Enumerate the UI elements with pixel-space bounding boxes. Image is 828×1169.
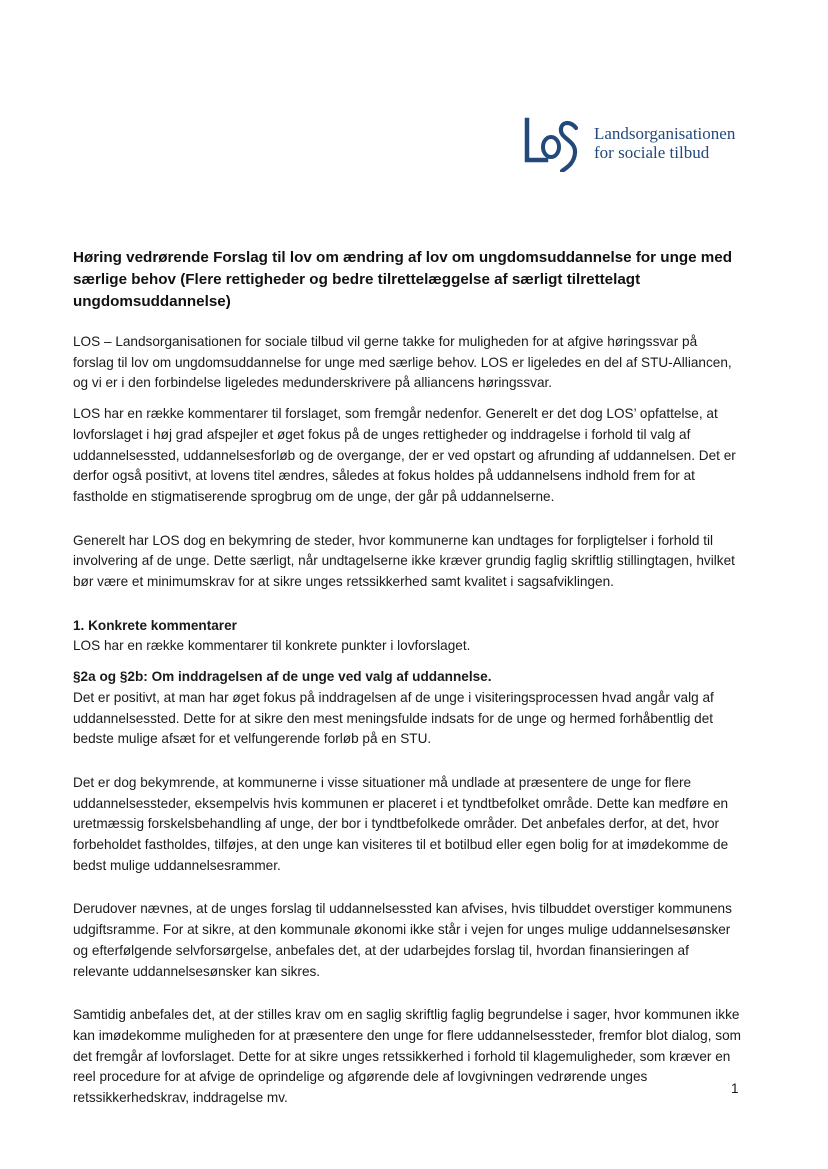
logo-name-line2: for sociale tilbud <box>594 143 710 162</box>
subsection-paragraph-3: Derudover nævnes, at de unges forslag til uddannelsessted kan afvises, hvis tilbuddet overstiger kommunens udgiftsramme. For at sikre, at den kommunale økonomi ikke står i vejen for unges mulige uddannelsesønsker og efterfølgende selvforsørgelse, anbefales det, at der udarbejdes forslag til, hvordan finansieringen af relevante uddannelsesønsker kan sikres. <box>73 901 732 979</box>
document-title: Høring vedrørende Forslag til lov om ændring af lov om ungdomsuddannelse for unge med særlige behov (Flere rettigheder og bedre tilrettelæggelse af særligt tilrettelagt ungdomsuddannelse) <box>73 249 733 310</box>
logo-wordmark <box>594 124 735 162</box>
subsection-paragraph-2: Det er dog bekymrende, at kommunerne i visse situationer må undlade at præsentere de unge for flere uddannelsessteder, eksempelvis hvis kommunen er placeret i et tyndtbefolket område. Dette kan medføre en uretmæssig forskelsbehandling af unge, der bor i tyndtbefolkede områder. Det anbefales derfor, at det, hvor forbeholdet fastholdes, tilføjes, at den unge kan visiteres til et botilbud eller egen bolig for at imødekomme de bedst mulige uddannelsesrammer. <box>73 774 729 873</box>
page-number: 1 <box>731 1081 739 1096</box>
intro-paragraph-1: LOS – Landsorganisationen for sociale tilbud vil gerne takke for muligheden for at afgive høringssvar på forslag til lov om ungdomsuddannelse for unge med særlige behov. LOS er ligeledes en del af STU-Alliancen, og vi er i den forbindelse ligeledes medunderskrivere på alliancens høringssvar. <box>73 334 732 391</box>
section-intro-text: LOS har en række kommentarer til konkrete punkter i lovforslaget. <box>73 638 471 654</box>
section-heading: 1. Konkrete kommentarer <box>73 617 237 633</box>
document-body <box>73 247 741 1119</box>
subsection-paragraph-4: Samtidig anbefales det, at der stilles krav om en saglig skriftlig faglig begrundelse i sager, hvor kommunen ikke kan imødekomme muligheden for at præsentere den unge for flere uddannelsessteder, fremfor blot dialog, som det fremgår af lovforslaget. Dette for at sikre unges retssikkerhed i forhold til klagemuligheder, som kræver en reel procedure for at afvige de oprindelige og afgørende dele af lovgivningen vedrørende unges retssikkerhedskrav, inddragelse mv. <box>73 1007 741 1106</box>
intro-paragraph-3: Generelt har LOS dog en bekymring de steder, hvor kommunerne kan undtages for forpligtelser i forhold til involvering af de unge. Dette særligt, når undtagelserne ikke kræver grundig faglig skriftlig stillingtagen, hvilket bør være et minimumskrav for at sikre unges retssikkerhed samt kvalitet i sagsafviklingen. <box>73 532 735 590</box>
intro-paragraph-2: LOS har en række kommentarer til forslaget, som fremgår nedenfor. Generelt er det dog LOS’ opfattelse, at lovforslaget i høj grad afspejler et øget fokus på de unges rettigheder og inddragelse i forhold til valg af uddannelsessted, uddannelsesforløb og de overgange, der er ved opstart og afrunding af uddannelsen. Det er derfor også positivt, at lovens titel ændres, således at fokus holdes på uddannelsens indhold frem for at fastholde en stigmatiserende sprogbrug om de unge, der går på uddannelserne. <box>73 406 736 504</box>
los-logo-mark-icon <box>524 114 580 172</box>
subsection-heading: §2a og §2b: Om inddragelsen af de unge ved valg af uddannelse. <box>73 669 492 685</box>
logo-name-line1: Landsorganisationen <box>594 124 736 143</box>
los-logo <box>524 114 735 172</box>
subsection-paragraph-1: Det er positivt, at man har øget fokus på inddragelsen af de unge i visiteringsprocessen hvad angår valg af uddannelsessted. Dette for at sikre den mest meningsfulde indsats for de unge og hermed forhåbentlig det bedste mulige afsæt for et velfungerende forløb på en STU. <box>73 689 714 747</box>
